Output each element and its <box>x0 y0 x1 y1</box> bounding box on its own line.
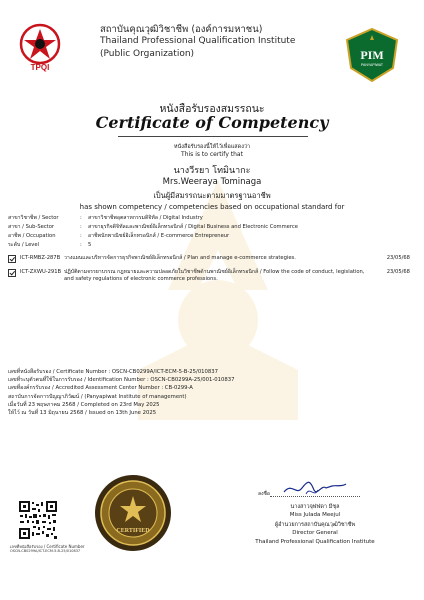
signer-position-en: Director General <box>292 530 338 536</box>
title-th: หนังสือรับรองสมรรถนะ <box>159 103 265 115</box>
title-underline <box>118 136 308 137</box>
tpqi-logo <box>18 22 62 72</box>
field-label: สาขาวิชาชีพ / Sector <box>8 215 59 221</box>
field-value: 5 <box>88 242 92 248</box>
header <box>8 6 416 84</box>
institute-org-type: (Public Organization) <box>100 49 195 59</box>
field-value: สาขาธุรกิจดิจิทัลและพาณิชย์อิเล็กทรอนิกส์ / Digital Business and Electronic Commerce <box>88 224 298 230</box>
field-colon: : <box>80 242 82 248</box>
qr-code-icon <box>18 500 58 540</box>
unit-description: วางแผนและบริหารจัดการธุรกิจพาณิชย์อิเล็กทรอนิกส์ / Plan and manage e-commerce strategies. <box>64 255 296 261</box>
field-row-level <box>8 241 418 250</box>
field-colon: : <box>80 215 82 221</box>
signer-organization: Thailand Professional Qualification Institute <box>255 539 375 545</box>
unit-code: ICT-ZXWU-291B <box>20 269 62 275</box>
seal-text: CERTIFIED <box>116 528 150 534</box>
certify-statement-th: หนังสือรับรองนี้ให้ไว้เพื่อแสดงว่า <box>173 144 251 150</box>
holder-name-en: Mrs.Weeraya Tominaga <box>162 177 262 187</box>
checkbox-checked-icon <box>8 255 16 263</box>
field-row-occupation <box>8 232 418 241</box>
holder-name-th: นางวีรยา โทมินากะ <box>173 166 251 176</box>
issued-date: ให้ไว้ ณ วันที่ 13 มิถุนายน 2568 / Issued on 13th June 2025 <box>8 409 157 416</box>
unit-date: 23/05/68 <box>386 269 410 275</box>
pim-logo <box>343 26 401 84</box>
qr-certificate-number: OSCN-CB0299A/ICT-ECM-5-B-25/010837 <box>10 549 81 553</box>
unit-code: ICT-RMBZ-287B <box>20 255 61 261</box>
competency-units <box>8 255 418 283</box>
field-label: ระดับ / Level <box>8 242 39 248</box>
unit-description: ปฏิบัติตามจรรยาบรรณ กฎหมายและความปลอดภัยในวิชาชีพด้านพาณิชย์อิเล็กทรอนิกส์ / Follow the code of conduct, legislation, and safety regulations of electronic commerce professions. <box>64 269 365 282</box>
sign-label: ลงชื่อ <box>258 491 270 497</box>
competency-unit-row <box>8 269 418 283</box>
holder-statement-th: เป็นผู้มีสมรรถนะตามมาตรฐานอาชีพ <box>153 191 271 200</box>
signer-name-en: Miss Julada Meejul <box>289 512 341 518</box>
competency-statement-en: has shown competency / competencies based on occupational standard for <box>79 203 345 211</box>
certificate-number: เลขที่หนังสือรับรอง / Certificate Number : OSCN-CB0299A/ICT-ECM-5-B-25/010837 <box>8 369 219 375</box>
field-row-sector <box>8 214 418 223</box>
pim-logo-subtext: PANYAPIWAT <box>360 63 384 67</box>
institute-name-th: สถาบันคุณวุฒิวิชาชีพ (องค์การมหาชน) <box>100 24 263 35</box>
field-value: อาชีพนักพาณิชย์อิเล็กทรอนิกส์ / E-commerce Entrepreneur <box>88 233 230 239</box>
institute-name-en: Thailand Professional Qualification Institute <box>100 36 296 46</box>
field-value: สาขาวิชาชีพอุตสาหกรรมดิจิทัล / Digital Industry <box>88 215 203 221</box>
unit-date: 23/05/68 <box>386 255 410 261</box>
gold-seal-icon <box>94 474 172 552</box>
field-label: สาขา / Sub-Sector <box>8 224 55 230</box>
signer-name-th: นางสาวจุฬฬดา มีชุล <box>290 504 340 510</box>
field-colon: : <box>80 224 82 230</box>
field-label: อาชีพ / Occupation <box>8 233 56 239</box>
checkbox-checked-icon <box>8 269 16 277</box>
signature-line <box>270 496 360 497</box>
standard-fields <box>8 214 418 250</box>
completed-date: เมื่อวันที่ 23 พฤษภาคม 2568 / Completed on 23rd May 2025 <box>8 401 160 408</box>
certify-statement-en: This is to certify that <box>181 151 243 158</box>
qr-caption: เลขที่หนังสือรับรอง / Certificate Number <box>10 544 85 549</box>
assessment-center-name: สถาบันการจัดการปัญญาภิวัฒน์ / (Panyapiwat Institute of management) <box>8 393 187 400</box>
pim-logo-text: PIM <box>360 48 384 62</box>
field-colon: : <box>80 233 82 239</box>
identification-number: เลขที่ระบุตัวตนที่ใช้ในการรับรอง / Identification Number : OSCN-CB0299A-25/001-010837 <box>8 377 235 384</box>
certificate-title: Certificate of Competency <box>95 113 329 132</box>
signer-position-th: ผู้อำนวยการสถาบันคุณวุฒิวิชาชีพ <box>274 522 356 528</box>
certificate-details <box>8 368 308 417</box>
field-row-subsector <box>8 223 418 232</box>
competency-unit-row <box>8 255 418 269</box>
assessment-center-number: เลขที่องค์กรรับรอง / Accredited Assessment Center Number : CB-0299-A <box>8 385 193 392</box>
tpqi-logo-text: TPQI <box>30 63 50 72</box>
